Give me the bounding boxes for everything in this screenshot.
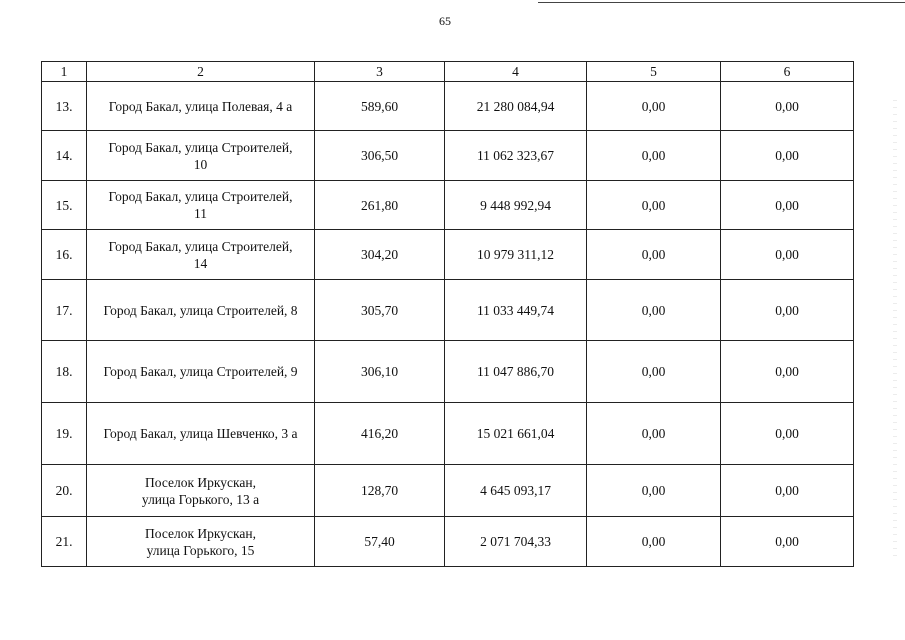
address-line: 10 bbox=[193, 156, 208, 172]
address-line: Город Бакал, улица Строителей, bbox=[108, 238, 293, 254]
address-cell bbox=[87, 465, 315, 517]
row-number: 16. bbox=[42, 230, 87, 280]
cost-cell: 9 448 992,94 bbox=[445, 181, 587, 230]
area-cell: 128,70 bbox=[315, 465, 445, 517]
col5-cell: 0,00 bbox=[587, 465, 721, 517]
address-cell bbox=[87, 341, 315, 403]
header-col-1: 1 bbox=[42, 62, 87, 82]
area-cell: 306,10 bbox=[315, 341, 445, 403]
col5-cell: 0,00 bbox=[587, 403, 721, 465]
row-number: 19. bbox=[42, 403, 87, 465]
row-number: 15. bbox=[42, 181, 87, 230]
row-number: 21. bbox=[42, 517, 87, 567]
address-cell bbox=[87, 181, 315, 230]
col5-cell: 0,00 bbox=[587, 181, 721, 230]
row-number: 20. bbox=[42, 465, 87, 517]
address-cell bbox=[87, 403, 315, 465]
table-row bbox=[42, 181, 854, 230]
header-col-4: 4 bbox=[445, 62, 587, 82]
cost-cell: 11 047 886,70 bbox=[445, 341, 587, 403]
cost-cell: 10 979 311,12 bbox=[445, 230, 587, 280]
cost-cell: 11 033 449,74 bbox=[445, 280, 587, 341]
area-cell: 306,50 bbox=[315, 131, 445, 181]
data-table bbox=[41, 61, 854, 567]
cost-cell: 21 280 084,94 bbox=[445, 82, 587, 131]
table-row bbox=[42, 131, 854, 181]
area-cell: 305,70 bbox=[315, 280, 445, 341]
cost-cell: 2 071 704,33 bbox=[445, 517, 587, 567]
address-cell bbox=[87, 230, 315, 280]
col6-cell: 0,00 bbox=[721, 181, 854, 230]
address-line: улица Горького, 13 а bbox=[141, 491, 260, 507]
scan-edge-artifact bbox=[893, 100, 897, 560]
table-row bbox=[42, 280, 854, 341]
row-number: 17. bbox=[42, 280, 87, 341]
address-cell bbox=[87, 82, 315, 131]
address-line: Город Бакал, улица Шевченко, 3 а bbox=[103, 426, 298, 441]
table-row bbox=[42, 230, 854, 280]
address-line: Город Бакал, улица Строителей, bbox=[108, 139, 293, 155]
col5-cell: 0,00 bbox=[587, 82, 721, 131]
area-cell: 57,40 bbox=[315, 517, 445, 567]
address-line: Город Бакал, улица Строителей, bbox=[108, 189, 293, 204]
address-cell bbox=[87, 280, 315, 341]
row-number: 18. bbox=[42, 341, 87, 403]
address-line: 14 bbox=[193, 255, 208, 271]
table-row bbox=[42, 82, 854, 131]
address-line: Поселок Иркускан, bbox=[145, 474, 256, 490]
address-line: 11 bbox=[194, 206, 207, 221]
area-cell: 261,80 bbox=[315, 181, 445, 230]
col5-cell: 0,00 bbox=[587, 230, 721, 280]
cost-cell: 11 062 323,67 bbox=[445, 131, 587, 181]
col6-cell: 0,00 bbox=[721, 403, 854, 465]
table-row bbox=[42, 465, 854, 517]
cost-cell: 15 021 661,04 bbox=[445, 403, 587, 465]
address-line: улица Горького, 15 bbox=[146, 542, 255, 558]
col5-cell: 0,00 bbox=[587, 131, 721, 181]
address-line: Поселок Иркускан, bbox=[145, 525, 256, 541]
address-line: Город Бакал, улица Строителей, 9 bbox=[103, 364, 298, 379]
table-row bbox=[42, 403, 854, 465]
col6-cell: 0,00 bbox=[721, 341, 854, 403]
address-line: Город Бакал, улица Полевая, 4 а bbox=[108, 98, 293, 114]
address-line: Город Бакал, улица Строителей, 8 bbox=[103, 302, 298, 318]
col5-cell: 0,00 bbox=[587, 341, 721, 403]
col6-cell: 0,00 bbox=[721, 280, 854, 341]
cost-cell: 4 645 093,17 bbox=[445, 465, 587, 517]
page-number: 65 bbox=[439, 14, 451, 28]
address-cell bbox=[87, 517, 315, 567]
table-row bbox=[42, 341, 854, 403]
area-cell: 304,20 bbox=[315, 230, 445, 280]
header-row bbox=[42, 62, 854, 82]
header-col-6: 6 bbox=[721, 62, 854, 82]
top-rule bbox=[538, 2, 905, 3]
header-col-5: 5 bbox=[587, 62, 721, 82]
header-col-3: 3 bbox=[315, 62, 445, 82]
col6-cell: 0,00 bbox=[721, 131, 854, 181]
col6-cell: 0,00 bbox=[721, 465, 854, 517]
row-number: 14. bbox=[42, 131, 87, 181]
area-cell: 416,20 bbox=[315, 403, 445, 465]
col5-cell: 0,00 bbox=[587, 517, 721, 567]
row-number: 13. bbox=[42, 82, 87, 131]
col6-cell: 0,00 bbox=[721, 82, 854, 131]
header-col-2: 2 bbox=[87, 62, 315, 82]
table-row bbox=[42, 517, 854, 567]
area-cell: 589,60 bbox=[315, 82, 445, 131]
col6-cell: 0,00 bbox=[721, 230, 854, 280]
address-cell bbox=[87, 131, 315, 181]
col5-cell: 0,00 bbox=[587, 280, 721, 341]
col6-cell: 0,00 bbox=[721, 517, 854, 567]
